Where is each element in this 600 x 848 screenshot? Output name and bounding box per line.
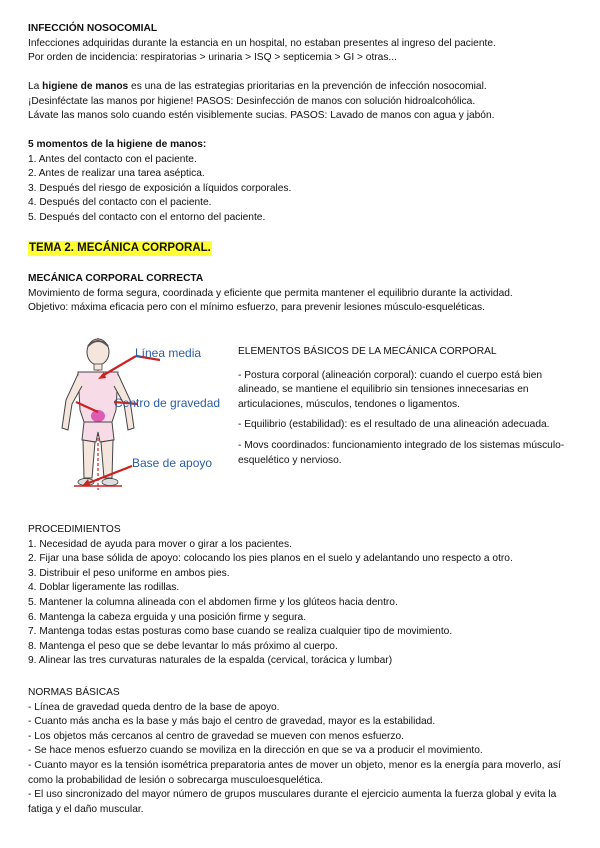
list-item: 2. Fijar una base sólida de apoyo: colocando los pies planos en el suelo y adelantando uno respecto a otro. [28,553,513,565]
text-span: La [28,81,43,92]
section-hygiene [28,80,576,124]
paragraph-line: Por orden de incidencia: respiratorias > urinaria > ISQ > septicemia > GI > otras... [28,52,397,64]
section-elementos [238,345,578,474]
list-item: 6. Mantenga la cabeza erguida y una posición firme y segura. [28,611,307,623]
list-item: 1. Antes del contacto con el paciente. [28,153,197,165]
section-title: NORMAS BÁSICAS [28,687,120,698]
list-item: - Se hace menos esfuerzo cuando se moviliza en la dirección en que se va a producir el movimiento. [28,745,483,757]
list-item: 3. Después del riesgo de exposición a líquidos corporales. [28,182,292,194]
list-item: 5. Mantener la columna alineada con el abdomen firme y los glúteos hacia dentro. [28,596,398,608]
section-procedimientos [28,523,576,669]
text-span: es una de las estrategias prioritarias en la prevención de infección nosocomial. [128,81,487,92]
paragraph-line: ¡Desinféctate las manos por higiene! PASOS: Desinfección de manos con solución hidroalcohólica. [28,95,476,107]
section-title: INFECCIÓN NOSOCOMIAL [28,23,158,34]
list-item: - Cuanto más ancha es la base y más bajo el centro de gravedad, mayor es la estabilidad. [28,716,436,728]
section-infeccion [28,22,576,66]
label-base-apoyo: Base de apoyo [132,456,213,470]
section-title: 5 momentos de la higiene de manos: [28,139,207,150]
section-moments [28,138,576,226]
paragraph-line [28,80,576,95]
list-item: - El uso sincronizado del mayor número de grupos musculares durante el ejercicio aumenta la fuerza global y evita la fatiga y el daño muscular. [28,789,557,815]
section-title: PROCEDIMIENTOS [28,524,121,535]
list-item: - Movs coordinados: funcionamiento integrado de los sistemas músculo-esquelético y nervioso. [238,439,565,466]
list-item: 4. Doblar ligeramente las rodillas. [28,582,180,594]
list-item: 4. Después del contacto con el paciente. [28,197,212,209]
list-item: 7. Mantenga todas estas posturas como base cuando se realiza cualquier tipo de movimiento. [28,626,453,638]
list-item: 5. Después del contacto con el entorno del paciente. [28,211,266,223]
highlighted-heading: TEMA 2. MECÁNICA CORPORAL. [29,242,211,254]
label-centro-gravedad: Centro de gravedad [114,396,221,410]
section-tema2 [28,241,576,257]
list-item: 8. Mantenga el peso que se debe levantar lo más próximo al cuerpo. [28,640,338,652]
list-item: - Cuanto mayor es la tensión isométrica preparatoria antes de mover un objeto, menor es la energía para moverlo, así como la probabilidad de lesión o sobrecarga musculoesquelética. [28,759,561,786]
list-item: - Los objetos más cercanos al centro de gravedad se mueven con menos esfuerzo. [28,730,405,742]
list-item: 9. Alinear las tres curvaturas naturales de la espalda (cervical, torácica y lumbar) [28,655,393,667]
body-mechanics-figure [40,330,230,495]
paragraph-line: Movimiento de forma segura, coordinada y eficiente que permita mantener el equilibrio durante la actividad. [28,287,513,299]
section-normas [28,686,576,817]
paragraph-line: Lávate las manos solo cuando estén visiblemente sucias. PASOS: Lavado de manos con agua y jabón. [28,110,495,122]
list-item: - Línea de gravedad queda dentro de la base de apoyo. [28,701,280,713]
section-title: ELEMENTOS BÁSICOS DE LA MECÁNICA CORPORAL [238,346,497,357]
list-item: 2. Antes de realizar una tarea aséptica. [28,168,205,180]
list-item: - Equilibrio (estabilidad): es el resultado de una alineación adecuada. [238,419,550,431]
paragraph-line: Objetivo: máxima eficacia pero con el mínimo esfuerzo, para prevenir lesiones músculo-esqueléticas. [28,302,485,314]
bold-term: higiene de manos [42,81,129,92]
list-item: - Postura corporal (alineación corporal): cuando el cuerpo está bien alineado, se mantiene el equilibrio sin tensiones innecesarias en articulaciones, músculos, tendones o ligamentos. [238,369,543,410]
list-item: 1. Necesidad de ayuda para mover o girar a los pacientes. [28,538,292,550]
section-mecanica [28,272,576,316]
list-item: 3. Distribuir el peso uniforme en ambos pies. [28,567,230,579]
paragraph-line: Infecciones adquiridas durante la estancia en un hospital, no estaban presentes al ingreso del paciente. [28,37,496,49]
section-title: MECÁNICA CORPORAL CORRECTA [28,273,204,284]
label-linea-media: Línea media [135,346,202,360]
